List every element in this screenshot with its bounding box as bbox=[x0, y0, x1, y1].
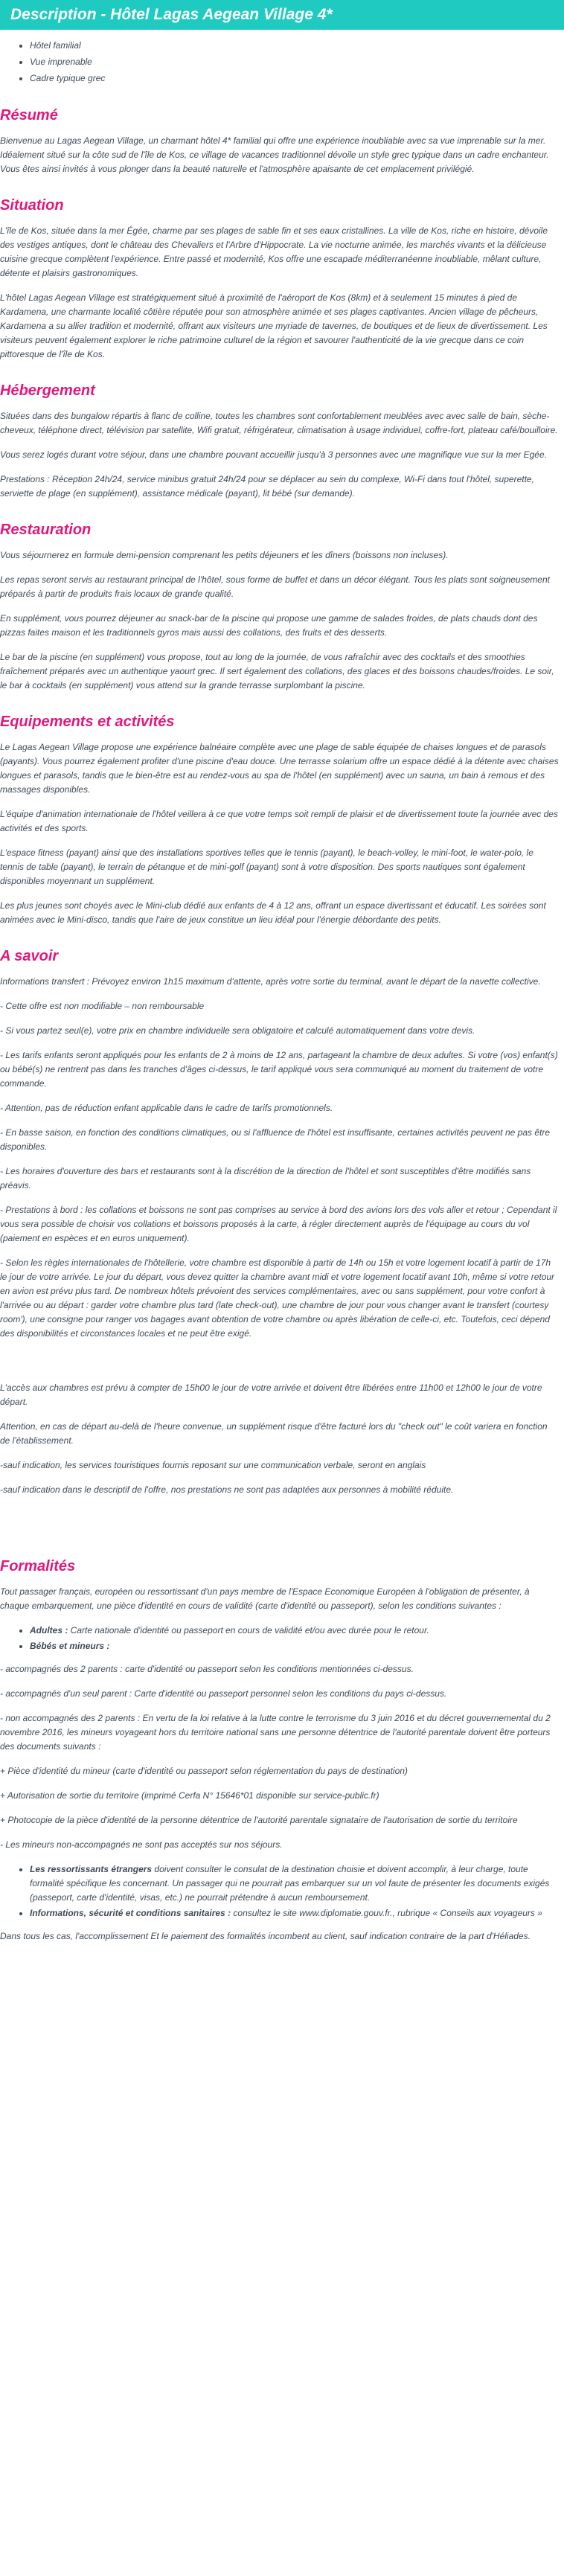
asavoir-paragraph: -sauf indication dans le descriptif de l'offre, nos prestations ne sont pas adaptées aux personnes à mobilité réduite. bbox=[0, 1484, 454, 1495]
equipements-paragraph: L'équipe d'animation internationale de l'hôtel veillera à ce que votre temps soit rempli de plaisir et de divertissement toute la journée avec des activités et des sports. bbox=[0, 809, 558, 833]
formalites-paragraph: - accompagnés des 2 parents : carte d'identité ou passeport selon les conditions mentionnées ci-dessus. bbox=[0, 1664, 414, 1674]
list-item-bold: Les ressortissants étrangers bbox=[30, 1864, 153, 1874]
formalites-list bbox=[0, 1624, 560, 1653]
list-item-text: doivent consulter le consulat de la destination choisie et doivent accomplir, à leur charge, toute formalité spécifique les concernant. Un passager qui ne pourrait pas embarquer sur un vol faute de présenter les documents exigés (passeport, carte d'identité, visas, etc.) ne pourrait prétendre à aucun remboursement. bbox=[30, 1864, 550, 1903]
formalites-section bbox=[0, 1585, 560, 1944]
asavoir-paragraph: Informations transfert : Prévoyez environ 1h15 maximum d'attente, après votre sortie du terminal, avant le départ de la navette collective. bbox=[0, 976, 541, 987]
content bbox=[0, 37, 564, 1944]
asavoir-paragraph: - Attention, pas de réduction enfant applicable dans le cadre de tarifs promotionnels. bbox=[0, 1103, 333, 1113]
asavoir-paragraph: -sauf indication, les services touristiques fournis reposant sur une communication verbale, seront en anglais bbox=[0, 1460, 426, 1470]
page-title-banner bbox=[0, 0, 564, 30]
section-title-restauration: Restauration bbox=[0, 522, 92, 538]
formalites-paragraph: - Les mineurs non-accompagnés ne sont pas acceptés sur nos séjours. bbox=[0, 1839, 283, 1850]
situation-paragraph: L'île de Kos, située dans la mer Égée, charme par ses plages de sable fin et ses eaux cristallines. La ville de Kos, riche en histoire, dévoile des vestiges antiques, dont le château des Chevaliers et l'Arbre d'Hippocrate. La vie nocturne animée, les marchés vivants et la délicieuse cuisine grecque complètent l'expérience. Entre passé et modernité, Kos offre une escapade méditerranéenne inoubliable, mêlant culture, détente et plaisirs gastronomiques. bbox=[0, 225, 548, 278]
asavoir-paragraph: - Cette offre est non modifiable – non remboursable bbox=[0, 1001, 205, 1011]
formalites-list-item bbox=[30, 1624, 560, 1638]
spacer bbox=[0, 1508, 560, 1537]
page-title: Description - Hôtel Lagas Aegean Village 4* bbox=[10, 6, 333, 23]
restauration-paragraph: Les repas seront servis au restaurant principal de l'hôtel, sous forme de buffet et dans un décor élégant. Tous les plats sont soigneusement préparés à partir de produits frais locaux de grande qualité. bbox=[0, 574, 550, 599]
equipements-paragraph: L'espace fitness (payant) ainsi que des installations sportives telles que le tennis (payant), le beach-volley, le mini-foot, le water-polo, le tennis de table (payant), le terrain de pétanque et de mini-golf (payant) sont à votre disposition. Des sports nautiques sont également disponibles moyennant un supplément. bbox=[0, 848, 533, 886]
list-item-text: consultez le site www.diplomatie.gouv.fr., rubrique « Conseils aux voyageurs » bbox=[231, 1908, 542, 1918]
asavoir-paragraph: Attention, en cas de départ au-delà de l'heure convenue, un supplément risque d'être facturé lors du "check out" le coût variera en fonction de l'établissement. bbox=[0, 1421, 548, 1446]
formalites-list-item bbox=[30, 1862, 560, 1905]
hebergement-paragraph: Vous serez logés durant votre séjour, dans une chambre pouvant accueillir jusqu'à 3 personnes avec une magnifique vue sur la mer Egée. bbox=[0, 449, 547, 460]
formalites-list-item bbox=[30, 1906, 560, 1920]
formalites-paragraph: + Photocopie de la pièce d'identité de la personne détentrice de l'autorité parentale signataire de l'autorisation de sortie du territoire bbox=[0, 1815, 518, 1825]
list-item-bold: Bébés et mineurs : bbox=[30, 1641, 110, 1651]
section-title-equipements: Equipements et activités bbox=[0, 714, 175, 730]
formalites-list-item bbox=[30, 1639, 560, 1653]
formalites-paragraph: - accompagnés d'un seul parent : Carte d'identité ou passeport personnel selon les conditions du pays ci-dessus. bbox=[0, 1688, 447, 1699]
list-item-text: Carte nationale d'identité ou passeport en cours de validité et/ou avec durée pour le retour. bbox=[68, 1625, 429, 1635]
restauration-paragraph: Le bar de la piscine (en supplément) vous propose, tout au long de la journée, de vous rafraîchir avec des cocktails et des smoothies fraîchement préparés avec un authentique yaourt grec. Il sert également des collations, des glaces et des boissons chaudes/froides. Le soir, le bar à cocktails (en supplément) vous attend sur la grande terrasse surplombant la piscine. bbox=[0, 652, 554, 691]
highlights-list bbox=[0, 37, 560, 86]
highlight-item: • Hôtel familial bbox=[30, 37, 560, 54]
asavoir-paragraph: - Prestations à bord : les collations et boissons ne sont pas comprises au service à bord des avions lors des vols aller et retour ; Cependant il vous sera possible de choisir vos collations et boissons proposés à la carte, à régler directement auprès de l'équipage au cours du vol (paiement en espèces et en euros uniquement). bbox=[0, 1205, 557, 1243]
section-title-hebergement: Hébergement bbox=[0, 382, 95, 399]
formalites-paragraph: - non accompagnés des 2 parents : En vertu de la loi relative à la lutte contre le terrorisme du 3 juin 2016 et du décret gouvernemental du 2 novembre 2016, les mineurs voyageant hors du territoire national sans une personne détentrice de l'autorité parentale doivent être porteurs des documents suivants : bbox=[0, 1713, 551, 1752]
resume-paragraph: Bienvenue au Lagas Aegean Village, un charmant hôtel 4* familial qui offre une expérience inoubliable avec sa vue imprenable sur la mer. Idéalement situé sur la côte sud de l'île de Kos, ce village de vacances traditionnel dévoile un style grec typique dans un cadre enchanteur. Vous êtes ainsi invités à vous plonger dans la beauté naturelle et l'atmosphère apaisante de cet emplacement privilégié. bbox=[0, 135, 549, 174]
restauration-paragraph: En supplément, vous pourrez déjeuner au snack-bar de la piscine qui propose une gamme de salades froides, de plats chauds dont des pizzas faites maison et les traditionnels gyros mais aussi des collations, des fruits et des desserts. bbox=[0, 613, 538, 638]
section-title-asavoir: A savoir bbox=[0, 948, 59, 964]
section-title-formalites: Formalités bbox=[0, 1558, 76, 1574]
highlight-item: • Vue imprenable bbox=[30, 54, 560, 70]
hebergement-paragraph: Prestations : Réception 24h/24, service minibus gratuit 24h/24 pour se déplacer au sein du complexe, Wi-Fi dans tout l'hôtel, superette, serviette de plage (en supplément), assistance médicale (payant), lit bébé (sur demande). bbox=[0, 474, 534, 499]
situation-paragraph: L'hôtel Lagas Aegean Village est stratégiquement situé à proximité de l'aéroport de Kos (8km) et à seulement 15 minutes à pied de Kardamena, une charmante localité côtière réputée pour son atmosphère animée et ses plages captivantes. Ancien village de pêcheurs, Kardamena a su allier tradition et modernité, offrant aux visiteurs une myriade de tavernes, de boutiques et de lieux de divertissement. Les visiteurs peuvent également explorer le riche patrimoine culturel de la région et savourer l'authenticité de la vie grecque dans ce coin pittoresque de l'île de Kos. bbox=[0, 292, 548, 359]
list-item-bold: Adultes : bbox=[30, 1625, 68, 1635]
formalites-paragraph: + Pièce d'identité du mineur (carte d'identité ou passeport selon réglementation du pays de destination) bbox=[0, 1766, 408, 1776]
equipements-paragraph: Le Lagas Aegean Village propose une expérience balnéaire complète avec une plage de sable équipée de chaises longues et de parasols (payants). Vous pourrez également profiter d'une piscine d'eau douce. Une terrasse solarium offre un espace dédié à la détente avec chaises longues et parasols, tandis que le bien-être est au rendez-vous au spa de l'hôtel (en supplément) avec un sauna, un bain à remous et des massages disponibles. bbox=[0, 742, 559, 795]
formalites-list-2 bbox=[0, 1862, 560, 1920]
highlight-item: • Cadre typique grec bbox=[30, 70, 560, 86]
formalites-outro: Dans tous les cas, l'accomplissement Et le paiement des formalités incombent au client, sauf indication contraire de la part d'Héliades. bbox=[0, 1931, 531, 1941]
asavoir-paragraph: - Si vous partez seul(e), votre prix en chambre individuelle sera obligatoire et calculé automatiquement dans votre devis. bbox=[0, 1025, 475, 1036]
hebergement-paragraph: Situées dans des bungalow répartis à flanc de colline, toutes les chambres sont confortablement meublées avec avec salle de bain, sèche-cheveux, téléphone direct, télévision par satellite, Wifi gratuit, réfrigérateur, climatisation à usage individuel, coffre-fort, plateau café/bouilloire. bbox=[0, 411, 558, 435]
asavoir-paragraph: - Les tarifs enfants seront appliqués pour les enfants de 2 à moins de 12 ans, partageant la chambre de deux adultes. Si votre (vos) enfant(s) ou bébé(s) ne rentrent pas dans les tranches d'âges ci-dessus, le tarif appliqué vous sera communiqué au moment du traitement de votre commande. bbox=[0, 1050, 558, 1089]
asavoir-paragraph: L'accès aux chambres est prévu à compter de 15h00 le jour de votre arrivée et doivent être libérées entre 11h00 et 12h00 le jour de votre départ. bbox=[0, 1382, 542, 1407]
equipements-paragraph: Les plus jeunes sont choyés avec le Mini-club dédié aux enfants de 4 à 12 ans, offrant un espace divertissant et éducatif. Les soirées sont animées avec le Mini-disco, tandis que l'aire de jeux constitue un lieu idéal pour l'énergie débordante des petits. bbox=[0, 900, 546, 925]
formalites-paragraph: + Autorisation de sortie du territoire (imprimé Cerfa N° 15646*01 disponible sur service-public.fr) bbox=[0, 1790, 379, 1801]
section-title-resume: Résumé bbox=[0, 107, 58, 124]
formalites-intro: Tout passager français, européen ou ressortissant d'un pays membre de l'Espace Economique Européen à l'obligation de présenter, à chaque embarquement, une pièce d'identité en cours de validité (carte d'identité ou passeport), selon les conditions suivantes : bbox=[0, 1586, 530, 1611]
asavoir-paragraph: - Selon les règles internationales de l'hôtellerie, votre chambre est disponible à partir de 14h ou 15h et votre logement locatif à partir de 17h le jour de votre arrivée. Le jour du départ, vous devez quitter la chambre avant midi et votre logement locatif avant 10h, même si votre retour en avion est prévu plus tard. De nombreux hôtels prévoient des services complémentaires, avec ou sans supplément, pour votre confort à l'arrivée ou au départ : garder votre chambre plus tard (late check-out), une chambre de jour pour vous changer avant le transfert (courtesy room'), une consigne pour ranger vos bagages avant obtention de votre chambre ou après libération de celle-ci, etc. Toutefois, ceci dépend des disponibilités et circonstances locales et ne peut être exigé. bbox=[0, 1257, 555, 1339]
spacer bbox=[0, 1351, 560, 1381]
restauration-paragraph: Vous séjournerez en formule demi-pension comprenant les petits déjeuners et les dîners (boissons non incluses). bbox=[0, 550, 449, 560]
asavoir-paragraph: - Les horaires d'ouverture des bars et restaurants sont à la discrétion de la direction de l'hôtel et sont susceptibles d'être modifiés sans préavis. bbox=[0, 1166, 531, 1191]
asavoir-paragraph: - En basse saison, en fonction des conditions climatiques, ou si l'affluence de l'hôtel est insuffisante, certaines activités peuvent ne pas être disponibles. bbox=[0, 1127, 551, 1152]
section-title-situation: Situation bbox=[0, 197, 64, 214]
list-item-bold: Informations, sécurité et conditions sanitaires : bbox=[30, 1908, 231, 1918]
